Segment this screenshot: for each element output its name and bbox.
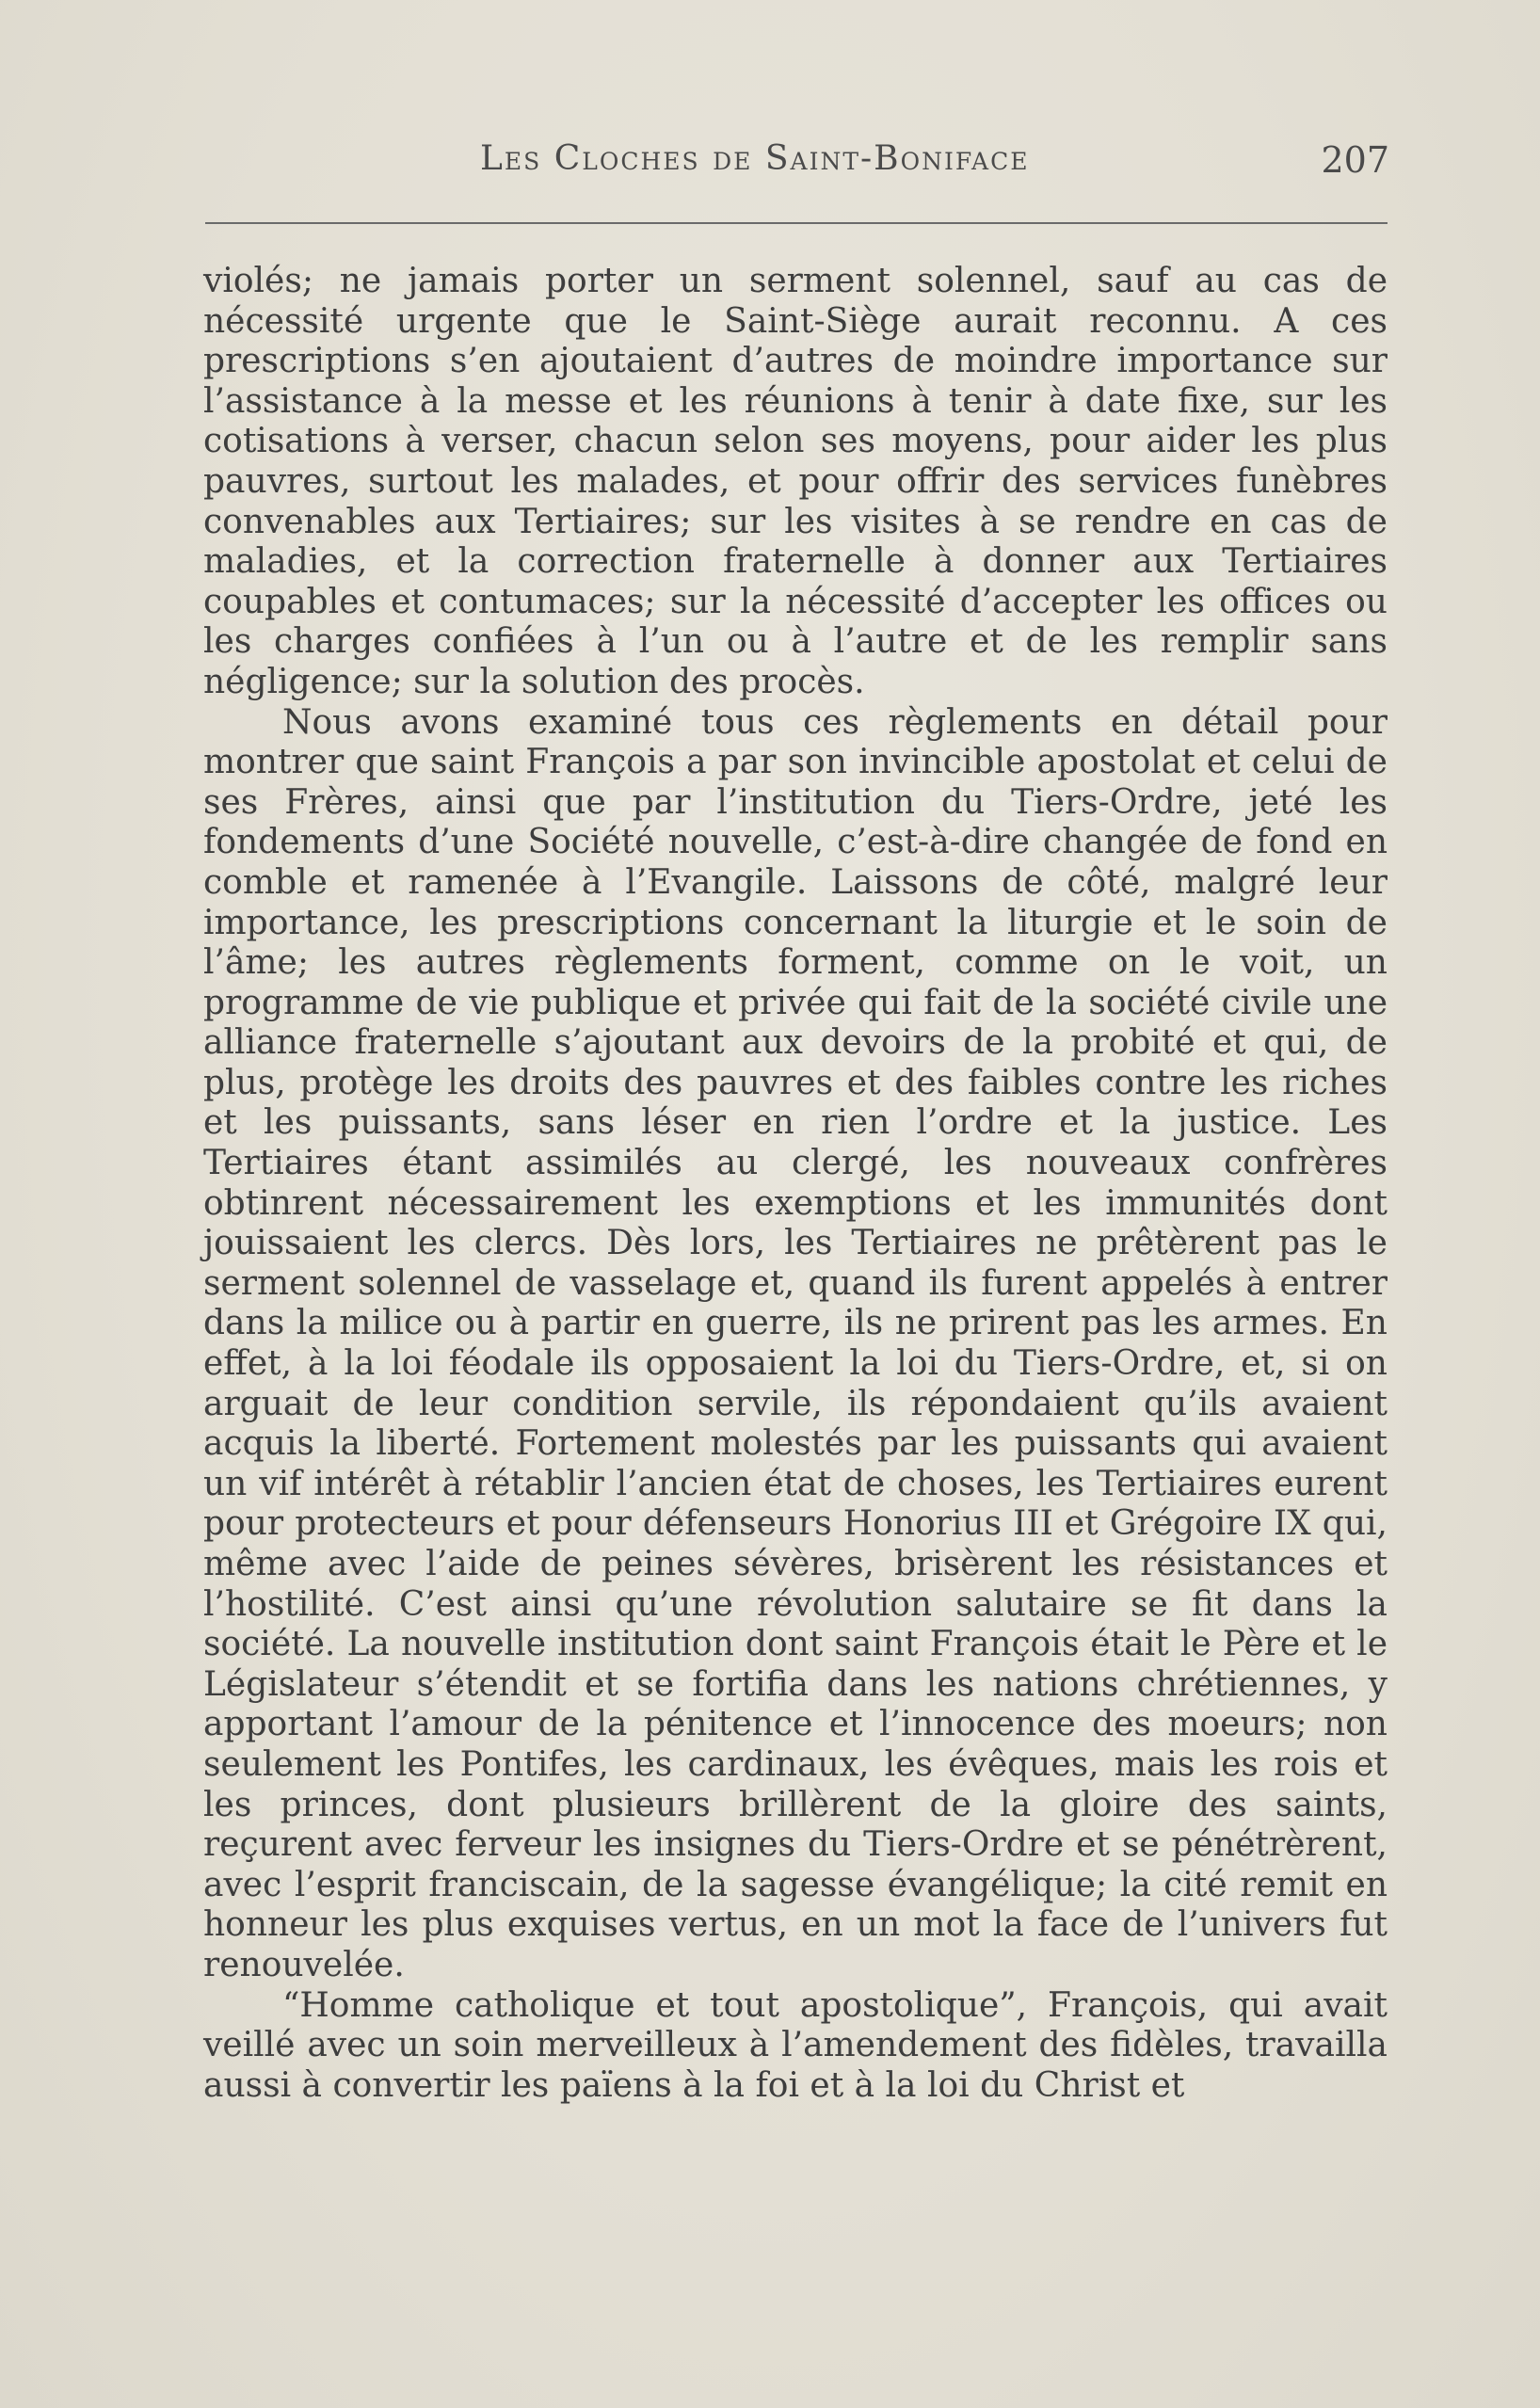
paragraph-homme-catholique: “Homme catholique et tout apostolique”, François, qui avait veillé avec un soin merveilleux à l’amendement des fidèles, travailla aussi à convertir les païens à la foi et à la loi du Christ et (203, 1985, 1388, 2105)
paragraph-reglements: Nous avons examiné tous ces règlements en détail pour montrer que saint François a par son invincible apostolat et celui de ses Frères, ainsi que par l’institution du Tiers-Ordre, jeté les fondements d’une Société nouvelle, c’est-à-dire changée de fond en comble et ramenée à l’Evangile. Laissons de côté, malgré leur importance, les prescriptions concernant la liturgie et le soin de l’âme; les autres règlements forment, comme on le voit, un programme de vie publique et privée qui fait de la société civile une alliance fraternelle s’ajoutant aux devoirs de la probité et qui, de plus, protège les droits des pauvres et des faibles contre les riches et les puissants, sans léser en rien l’ordre et la justice. Les Tertiaires étant assimilés au clergé, les nouveaux confrères obtinrent nécessairement les exemptions et les immunités dont jouissaient les clercs. Dès lors, les Tertiaires ne prêtèrent pas le serment solennel de vasselage et, quand ils furent appelés à entrer dans la milice ou à partir en guerre, ils ne prirent pas les armes. En effet, à la loi féodale ils opposaient la loi du Tiers-Ordre, et, si on arguait de leur condition servile, ils répondaient qu’ils avaient acquis la liberté. Fortement molestés par les puissants qui avaient un vif intérêt à rétablir l’ancien état de choses, les Tertiaires eurent pour protecteurs et pour défenseurs Honorius III et Grégoire IX qui, même avec l’aide de peines sévères, brisèrent les résistances et l’hostilité. C’est ainsi qu’une révolution salutaire se fit dans la société. La nouvelle institution dont saint François était le Père et le Législateur s’étendit et se fortifia dans les nations chrétiennes, y apportant l’amour de la pénitence et l’innocence des moeurs; non seulement les Pontifes, les cardinaux, les évêques, mais les rois et les princes, dont plusieurs brillèrent de la gloire des saints, reçurent avec ferveur les insignes du Tiers-Ordre et se pénétrèrent, avec l’esprit franciscain, de la sagesse évangélique; la cité remit en honneur les plus exquises vertus, en un mot la face de l’univers fut renouvelée. (203, 702, 1388, 1984)
running-title: Les Cloches de Saint-Boniface (480, 139, 1030, 178)
body-text (203, 262, 1388, 2106)
page-number: 207 (1321, 139, 1389, 181)
paragraph-continuation: violés; ne jamais porter un serment solennel, sauf au cas de nécessité urgente que le Saint-Siège aurait reconnu. A ces prescriptions s’en ajoutaient d’autres de moindre importance sur l’assistance à la messe et les réunions à tenir à date fixe, sur les cotisations à verser, chacun selon ses moyens, pour aider les plus pauvres, surtout les malades, et pour offrir des services funèbres convenables aux Tertiaires; sur les visites à se rendre en cas de maladies, et la correction fraternelle à donner aux Tertiaires coupables et contumaces; sur la nécessité d’accepter les offices ou les charges confiées à l’un ou à l’autre et de les remplir sans négligence; sur la solution des procès. (203, 262, 1388, 701)
running-head (203, 139, 1389, 196)
header-rule (205, 222, 1388, 224)
